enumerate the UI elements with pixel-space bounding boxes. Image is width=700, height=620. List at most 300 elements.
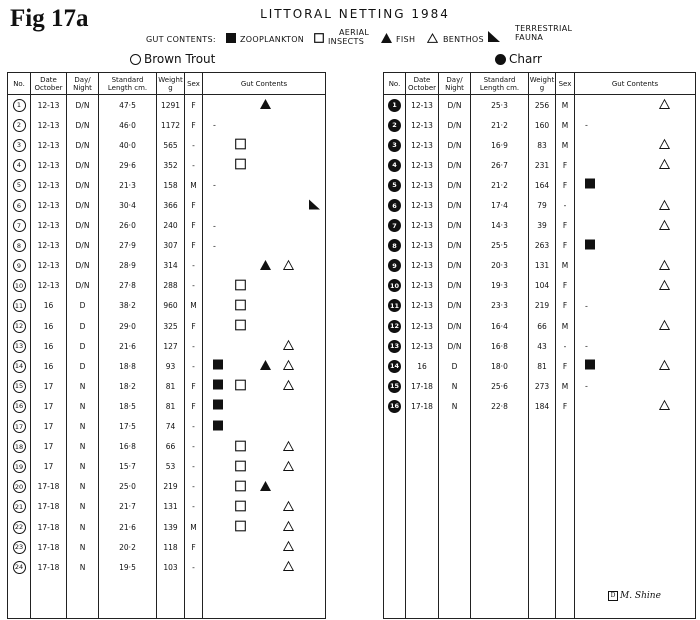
none-dash: -	[213, 180, 216, 190]
day-night-cell: N	[67, 497, 99, 517]
gut-contents-cell	[575, 236, 696, 256]
sex-cell: M	[185, 296, 203, 316]
gut-contents-cell	[575, 376, 696, 396]
benthos-triangle-open-icon	[659, 320, 670, 331]
sex-cell: F	[185, 316, 203, 336]
fish-triangle-filled-icon	[260, 99, 271, 110]
gut-item	[659, 259, 670, 272]
table-row	[8, 356, 326, 376]
gut-contents-cell	[203, 537, 326, 557]
gut-item	[235, 460, 246, 473]
row-number-cell	[8, 236, 31, 256]
day-night-cell: D/N	[439, 195, 471, 215]
weight-cell: 164	[529, 175, 556, 195]
gut-item	[283, 541, 294, 554]
weight-cell: 83	[529, 135, 556, 155]
gut-contents-cell	[203, 155, 326, 175]
row-number: 11	[388, 299, 401, 312]
day-night-cell: D/N	[439, 256, 471, 276]
gut-contents-cell	[203, 437, 326, 457]
gut-contents-cell	[203, 517, 326, 537]
gut-item	[283, 440, 294, 453]
sex-cell: F	[185, 376, 203, 396]
benthos-triangle-open-icon	[659, 279, 670, 290]
gut-item	[213, 400, 224, 413]
day-night-cell: N	[67, 537, 99, 557]
none-dash: -	[585, 120, 588, 130]
standard-length-cell: 23·3	[471, 296, 529, 316]
table-row	[8, 135, 326, 155]
gut-contents-cell	[203, 216, 326, 236]
legend-aerial-insects-line1: AERIAL	[339, 28, 370, 37]
zooplankton-square-filled-icon	[213, 400, 224, 411]
gut-contents-cell	[203, 135, 326, 155]
row-number: 2	[388, 119, 401, 132]
weight-cell: 352	[157, 155, 185, 175]
col-day-night: Day/ Night	[67, 73, 99, 95]
col-sex: Sex	[185, 73, 203, 95]
row-number: 9	[388, 259, 401, 272]
date-cell: 12-13	[31, 195, 67, 215]
sex-cell: -	[185, 437, 203, 457]
sex-cell: F	[556, 216, 575, 236]
gut-contents-cell	[575, 135, 696, 155]
table-row	[8, 477, 326, 497]
standard-length-cell: 17·4	[471, 195, 529, 215]
aerial-insects-square-open-icon	[235, 440, 246, 451]
benthos-triangle-open-icon	[283, 541, 294, 552]
row-number: 6	[388, 199, 401, 212]
standard-length-cell: 22·8	[471, 396, 529, 416]
row-number-cell	[384, 155, 406, 175]
row-number: 4	[388, 159, 401, 172]
table-row	[384, 175, 696, 195]
row-number-cell	[384, 376, 406, 396]
sex-cell: -	[185, 336, 203, 356]
sex-cell: F	[185, 537, 203, 557]
weight-cell: 66	[157, 437, 185, 457]
sex-cell: -	[556, 336, 575, 356]
row-number: 15	[388, 380, 401, 393]
row-number: 6	[13, 199, 26, 212]
benthos-triangle-open-icon	[659, 139, 670, 150]
col-date: Date October	[406, 73, 439, 95]
table-row	[8, 537, 326, 557]
day-night-cell: N	[67, 376, 99, 396]
date-cell: 12-13	[406, 115, 439, 135]
row-number-cell	[8, 417, 31, 437]
standard-length-cell: 14·3	[471, 216, 529, 236]
fish-triangle-filled-icon	[381, 33, 392, 43]
standard-length-cell: 21·7	[99, 497, 157, 517]
weight-cell: 263	[529, 236, 556, 256]
brown-trout-table	[7, 72, 326, 619]
gut-contents-cell	[575, 316, 696, 336]
table-row	[8, 376, 326, 396]
gut-contents-cell	[203, 557, 326, 577]
date-cell: 12-13	[31, 155, 67, 175]
row-number: 13	[13, 340, 26, 353]
gut-item	[659, 159, 670, 172]
sex-cell: F	[556, 155, 575, 175]
date-cell: 16	[406, 356, 439, 376]
row-number-cell	[8, 276, 31, 296]
aerial-insects-square-open-icon	[235, 480, 246, 491]
col-standard-length: Standard Length cm.	[471, 73, 529, 95]
none-dash: -	[213, 120, 216, 130]
row-number-cell	[8, 135, 31, 155]
benthos-triangle-open-icon	[283, 500, 294, 511]
table-row	[8, 457, 326, 477]
page-title: LITTORAL NETTING 1984	[260, 7, 450, 21]
standard-length-cell: 21·2	[471, 175, 529, 195]
standard-length-cell: 17·5	[99, 417, 157, 437]
date-cell: 12-13	[406, 195, 439, 215]
table-row	[8, 175, 326, 195]
weight-cell: 219	[529, 296, 556, 316]
sex-cell: M	[556, 376, 575, 396]
standard-length-cell: 18·5	[99, 396, 157, 416]
sex-cell: F	[185, 115, 203, 135]
row-number-cell	[8, 175, 31, 195]
sex-cell: F	[185, 236, 203, 256]
gut-contents-legend	[0, 0, 700, 50]
gut-item	[283, 460, 294, 473]
day-night-cell: N	[67, 396, 99, 416]
weight-cell: 256	[529, 95, 556, 116]
gut-item	[309, 199, 320, 212]
row-number-cell	[8, 457, 31, 477]
day-night-cell: D/N	[67, 115, 99, 135]
gut-item	[659, 320, 670, 333]
gut-item	[659, 199, 670, 212]
sex-cell: -	[185, 457, 203, 477]
col-no: No.	[384, 73, 406, 95]
gut-item	[260, 99, 271, 112]
weight-cell: 74	[157, 417, 185, 437]
table-header-row	[384, 73, 696, 95]
sex-cell: F	[185, 195, 203, 215]
row-number: 8	[13, 239, 26, 252]
date-cell: 12-13	[31, 135, 67, 155]
row-number-cell	[384, 356, 406, 376]
none-dash: -	[585, 301, 588, 311]
gut-contents-cell	[203, 417, 326, 437]
standard-length-cell: 15·7	[99, 457, 157, 477]
day-night-cell: D	[439, 356, 471, 376]
table-row	[384, 95, 696, 116]
row-number-cell	[384, 95, 406, 116]
gut-item	[235, 279, 246, 292]
row-number: 11	[13, 299, 26, 312]
weight-cell: 307	[157, 236, 185, 256]
table-row	[384, 195, 696, 215]
row-number: 10	[13, 279, 26, 292]
legend-aerial-insects-line2: INSECTS	[328, 37, 365, 46]
standard-length-cell: 21·2	[471, 115, 529, 135]
legend-heading: GUT CONTENTS:	[146, 35, 216, 44]
aerial-insects-square-open-icon	[235, 380, 246, 391]
date-cell: 12-13	[406, 95, 439, 116]
date-cell: 12-13	[406, 155, 439, 175]
gut-item	[235, 500, 246, 513]
gut-contents-cell	[575, 256, 696, 276]
sex-cell: F	[185, 396, 203, 416]
day-night-cell: D/N	[67, 236, 99, 256]
sex-cell: M	[185, 175, 203, 195]
brown-trout-heading: Brown Trout	[130, 52, 215, 66]
weight-cell: 103	[157, 557, 185, 577]
row-number: 22	[13, 521, 26, 534]
table-row	[384, 135, 696, 155]
row-number: 10	[388, 279, 401, 292]
row-number-cell	[8, 216, 31, 236]
row-number: 12	[388, 320, 401, 333]
date-cell: 17-18	[406, 396, 439, 416]
legend-fish-label: FISH	[396, 35, 416, 44]
date-cell: 12-13	[406, 296, 439, 316]
benthos-triangle-open-icon	[283, 360, 294, 371]
sex-cell: -	[185, 135, 203, 155]
row-number-cell	[8, 497, 31, 517]
gut-item	[235, 159, 246, 172]
terrestrial-fauna-wedge-icon	[309, 199, 320, 210]
col-standard-length: Standard Length cm.	[99, 73, 157, 95]
date-cell: 17	[31, 396, 67, 416]
none-dash: -	[213, 241, 216, 251]
row-number: 8	[388, 239, 401, 252]
standard-length-cell: 19·5	[99, 557, 157, 577]
date-cell: 17-18	[31, 497, 67, 517]
day-night-cell: D/N	[439, 276, 471, 296]
weight-cell: 104	[529, 276, 556, 296]
signature-name: M. Shine	[620, 591, 661, 601]
row-number-cell	[8, 95, 31, 116]
date-cell: 16	[31, 356, 67, 376]
day-night-cell: D/N	[67, 155, 99, 175]
row-number-cell	[384, 256, 406, 276]
weight-cell: 160	[529, 115, 556, 135]
aerial-insects-square-open-icon	[235, 460, 246, 471]
row-number: 19	[13, 460, 26, 473]
table-row	[384, 396, 696, 416]
day-night-cell: D/N	[439, 135, 471, 155]
gut-item	[659, 99, 670, 112]
day-night-cell: N	[67, 557, 99, 577]
gut-item	[585, 382, 588, 391]
day-night-cell: D	[67, 336, 99, 356]
gut-item	[659, 139, 670, 152]
sex-cell: F	[556, 356, 575, 376]
row-number: 16	[13, 400, 26, 413]
table-row	[384, 336, 696, 356]
gut-item	[235, 299, 246, 312]
gut-contents-cell	[575, 276, 696, 296]
row-number-cell	[8, 256, 31, 276]
row-number: 1	[388, 99, 401, 112]
weight-cell: 118	[157, 537, 185, 557]
row-number: 17	[13, 420, 26, 433]
gut-item	[213, 420, 224, 433]
gut-contents-cell	[575, 95, 696, 116]
standard-length-cell: 25·0	[99, 477, 157, 497]
standard-length-cell: 29·0	[99, 316, 157, 336]
table-row	[384, 216, 696, 236]
gut-contents-cell	[203, 356, 326, 376]
table-row	[8, 155, 326, 175]
zooplankton-square-filled-icon	[213, 360, 224, 371]
day-night-cell: N	[67, 457, 99, 477]
col-weight: Weight g	[529, 73, 556, 95]
table-row	[384, 316, 696, 336]
aerial-insects-square-open-icon	[235, 299, 246, 310]
gut-item	[260, 480, 271, 493]
standard-length-cell: 16·8	[99, 437, 157, 457]
gut-item	[659, 279, 670, 292]
day-night-cell: D/N	[67, 135, 99, 155]
benthos-triangle-open-icon	[659, 400, 670, 411]
standard-length-cell: 20·2	[99, 537, 157, 557]
weight-cell: 81	[157, 396, 185, 416]
date-cell: 17	[31, 457, 67, 477]
date-cell: 12-13	[31, 256, 67, 276]
weight-cell: 325	[157, 316, 185, 336]
standard-length-cell: 21·6	[99, 517, 157, 537]
benthos-triangle-open-icon	[283, 561, 294, 572]
date-cell: 17-18	[31, 477, 67, 497]
gut-item	[585, 179, 596, 192]
row-number: 16	[388, 400, 401, 413]
table-row	[8, 256, 326, 276]
gut-contents-cell	[203, 115, 326, 135]
gut-item	[235, 440, 246, 453]
legend-terrestrial-line1: TERRESTRIAL	[515, 24, 573, 33]
day-night-cell: D/N	[439, 316, 471, 336]
zooplankton-square-filled-icon	[585, 239, 596, 250]
weight-cell: 184	[529, 396, 556, 416]
row-number: 18	[13, 440, 26, 453]
standard-length-cell: 26·7	[471, 155, 529, 175]
standard-length-cell: 38·2	[99, 296, 157, 316]
day-night-cell: D/N	[439, 115, 471, 135]
gut-item	[213, 241, 216, 250]
day-night-cell: D	[67, 316, 99, 336]
standard-length-cell: 25·5	[471, 236, 529, 256]
charr-table	[383, 72, 696, 619]
row-number-cell	[384, 296, 406, 316]
gut-contents-cell	[575, 175, 696, 195]
aerial-insects-square-open-icon	[235, 159, 246, 170]
gut-item	[235, 480, 246, 493]
standard-length-cell: 26·0	[99, 216, 157, 236]
gut-item	[283, 521, 294, 534]
gut-item	[283, 500, 294, 513]
standard-length-cell: 25·6	[471, 376, 529, 396]
row-number: 13	[388, 340, 401, 353]
day-night-cell: D/N	[67, 195, 99, 215]
day-night-cell: D/N	[67, 276, 99, 296]
benthos-triangle-open-icon	[427, 33, 438, 43]
row-number: 7	[388, 219, 401, 232]
benthos-triangle-open-icon	[283, 380, 294, 391]
gut-contents-cell	[203, 376, 326, 396]
fish-triangle-filled-icon	[260, 259, 271, 270]
table-row	[8, 437, 326, 457]
benthos-triangle-open-icon	[659, 199, 670, 210]
weight-cell: 231	[529, 155, 556, 175]
benthos-triangle-open-icon	[659, 219, 670, 230]
sex-cell: F	[185, 216, 203, 236]
row-number: 7	[13, 219, 26, 232]
weight-cell: 219	[157, 477, 185, 497]
gut-contents-cell	[203, 236, 326, 256]
date-cell: 12-13	[31, 175, 67, 195]
standard-length-cell: 29·6	[99, 155, 157, 175]
gut-contents-cell	[203, 175, 326, 195]
aerial-insects-square-open-icon	[235, 500, 246, 511]
charr-heading: Charr	[495, 52, 542, 66]
date-cell: 12-13	[406, 336, 439, 356]
row-number-cell	[384, 195, 406, 215]
aerial-insects-square-open-icon	[314, 33, 324, 43]
sex-cell: F	[556, 236, 575, 256]
weight-cell: 93	[157, 356, 185, 376]
table-row	[8, 517, 326, 537]
sex-cell: M	[556, 135, 575, 155]
row-number: 3	[388, 139, 401, 152]
col-gut-contents: Gut Contents	[203, 73, 326, 95]
table-row	[8, 216, 326, 236]
col-day-night: Day/ Night	[439, 73, 471, 95]
date-cell: 12-13	[31, 216, 67, 236]
day-night-cell: N	[439, 396, 471, 416]
weight-cell: 288	[157, 276, 185, 296]
gut-item	[659, 360, 670, 373]
gut-contents-cell	[203, 316, 326, 336]
row-number: 14	[13, 360, 26, 373]
day-night-cell: D/N	[67, 216, 99, 236]
sex-cell: M	[556, 115, 575, 135]
standard-length-cell: 21·6	[99, 336, 157, 356]
day-night-cell: D/N	[67, 175, 99, 195]
gut-item	[585, 360, 596, 373]
date-cell: 17	[31, 417, 67, 437]
table-row	[384, 356, 696, 376]
row-number-cell	[384, 236, 406, 256]
gut-item	[283, 360, 294, 373]
aerial-insects-square-open-icon	[235, 320, 246, 331]
row-number: 24	[13, 561, 26, 574]
table-row	[8, 316, 326, 336]
col-date: Date October	[31, 73, 67, 95]
sex-cell: -	[556, 195, 575, 215]
date-cell: 12-13	[31, 115, 67, 135]
table-row	[8, 296, 326, 316]
standard-length-cell: 28·9	[99, 256, 157, 276]
standard-length-cell: 25·3	[471, 95, 529, 116]
gut-item	[213, 181, 216, 190]
table-row	[8, 95, 326, 116]
gut-item	[235, 139, 246, 152]
row-number-cell	[384, 396, 406, 416]
gut-contents-cell	[575, 356, 696, 376]
table-row	[384, 256, 696, 276]
gut-item	[260, 360, 271, 373]
weight-cell: 1172	[157, 115, 185, 135]
terrestrial-fauna-wedge-icon	[488, 31, 500, 42]
row-number-cell	[8, 396, 31, 416]
col-sex: Sex	[556, 73, 575, 95]
